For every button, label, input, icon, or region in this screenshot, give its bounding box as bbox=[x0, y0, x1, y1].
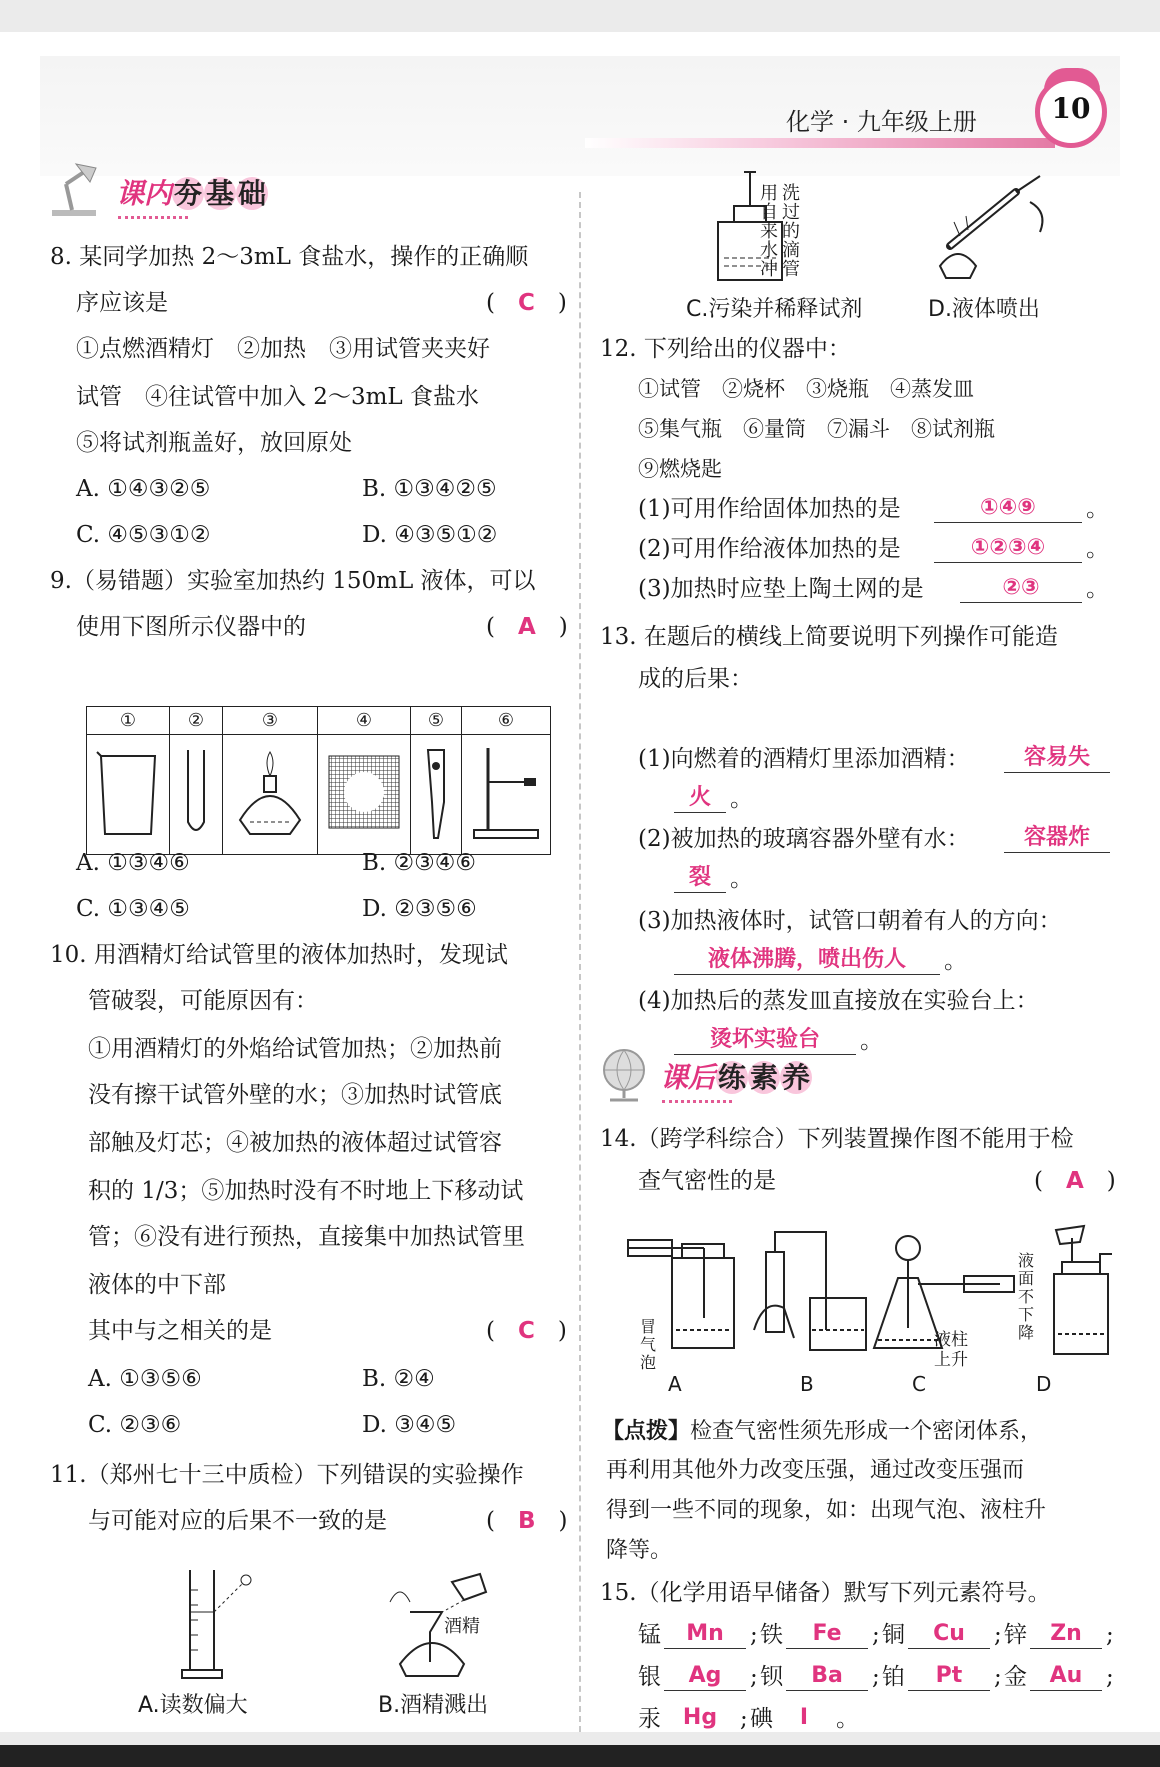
element-hg-name: 汞 bbox=[638, 1706, 661, 1732]
q14-tip-line-1: 【点拨】检查气密性须先形成一个密闭体系， bbox=[602, 1418, 1043, 1444]
q13-blank-2b[interactable]: 裂 bbox=[674, 864, 726, 893]
sep: ; bbox=[750, 1664, 758, 1690]
q10-option-b: B. ②④ bbox=[362, 1366, 435, 1392]
element-au-blank[interactable]: Au bbox=[1030, 1662, 1102, 1691]
beaker-cell bbox=[87, 735, 170, 855]
q14-label-bubble: 冒气泡 bbox=[640, 1317, 657, 1372]
q13-period-4: 。 bbox=[860, 1028, 883, 1054]
q10-answer-box: ( C ) bbox=[486, 1318, 567, 1344]
q10-ask: 其中与之相关的是 bbox=[88, 1318, 272, 1344]
element-i-name: 碘 bbox=[750, 1706, 773, 1732]
element-cu-name: 铜 bbox=[882, 1622, 905, 1648]
q13-part-3: (3)加热液体时，试管口朝着有人的方向： bbox=[638, 908, 1062, 934]
q8-answer-box: ( C ) bbox=[486, 290, 567, 316]
sep: ; bbox=[750, 1622, 758, 1648]
q9-option-b: B. ②③④⑥ bbox=[362, 850, 477, 876]
element-ba-name: 钡 bbox=[760, 1664, 783, 1690]
q13-blank-2a[interactable]: 容器炸 bbox=[1004, 824, 1110, 853]
q10-reason-5: 管；⑥没有进行预热，直接集中加热试管里 bbox=[88, 1224, 525, 1250]
q10-reason-2: 没有擦干试管外壁的水；③加热时试管底 bbox=[88, 1082, 502, 1108]
sep: ; bbox=[994, 1664, 1002, 1690]
sep: ; bbox=[994, 1622, 1002, 1648]
q8-stem-1: 8. 某同学加热 2～3mL 食盐水，操作的正确顺 bbox=[50, 244, 529, 270]
q10-reason-1: ①用酒精灯的外焰给试管加热；②加热前 bbox=[88, 1036, 502, 1062]
q8-option-c: C. ④⑤③①② bbox=[76, 522, 211, 548]
apparatus-header-3: ③ bbox=[223, 707, 318, 735]
sep: ; bbox=[1106, 1664, 1114, 1690]
q13-period-1: 。 bbox=[730, 786, 753, 812]
wire-gauze-cell bbox=[318, 735, 411, 855]
q11-answer: B bbox=[517, 1508, 536, 1534]
test-tube-holder-icon bbox=[416, 742, 456, 842]
desk-lamp-icon bbox=[46, 160, 108, 220]
q11-caption-c: C.污染并稀释试剂 bbox=[686, 297, 863, 322]
q13-blank-3[interactable]: 液体沸腾，喷出伤人 bbox=[674, 946, 940, 975]
bottom-bar bbox=[0, 1745, 1160, 1767]
q13-blank-4[interactable]: 烫坏实验台 bbox=[674, 1026, 856, 1055]
apparatus-table bbox=[86, 706, 551, 855]
q14-stem-2: 查气密性的是 bbox=[638, 1168, 776, 1194]
q14-label-no-drop: 液面不下降 bbox=[1018, 1251, 1035, 1342]
q12-period-2: 。 bbox=[1086, 536, 1109, 562]
q14-stem-1: 14.（跨学科综合）下列装置操作图不能用于检 bbox=[600, 1126, 1074, 1152]
q10-stem-2: 管破裂，可能原因有： bbox=[88, 988, 318, 1014]
q12-blank-3[interactable]: ②③ bbox=[960, 574, 1082, 603]
airtightness-apparatus-figure bbox=[624, 1218, 1112, 1368]
test-tube-cell bbox=[170, 735, 223, 855]
q11-caption-b: B.酒精溅出 bbox=[378, 1693, 489, 1718]
q12-part-2: (2)可用作给液体加热的是 bbox=[638, 536, 901, 562]
element-hg-blank[interactable]: Hg bbox=[664, 1704, 736, 1732]
section-title-after-class: 课后练 素 养 bbox=[660, 1061, 811, 1094]
q9-stem-2: 使用下图所示仪器中的 bbox=[76, 614, 306, 640]
element-zn-name: 锌 bbox=[1004, 1622, 1027, 1648]
title-dots-2 bbox=[662, 1096, 732, 1103]
test-tube-icon bbox=[176, 742, 216, 842]
element-cu-blank[interactable]: Cu bbox=[908, 1620, 990, 1649]
q14-fig-b: B bbox=[800, 1372, 814, 1396]
test-tube-holder-cell bbox=[411, 735, 462, 855]
q8-option-d: D. ④③⑤①② bbox=[362, 522, 498, 548]
q9-answer-box: ( A ) bbox=[486, 614, 568, 640]
q12-list-1: ①试管 ②烧杯 ③烧瓶 ④蒸发皿 bbox=[638, 377, 974, 401]
sep: ; bbox=[872, 1622, 880, 1648]
q12-blank-1[interactable]: ①④⑨ bbox=[934, 494, 1082, 523]
q8-answer: C bbox=[517, 290, 535, 316]
element-ag-blank[interactable]: Ag bbox=[664, 1662, 746, 1691]
element-pt-blank[interactable]: Pt bbox=[908, 1662, 990, 1691]
q10-reason-6: 液体的中下部 bbox=[88, 1272, 226, 1298]
q8-option-a: A. ①④③②⑤ bbox=[76, 476, 211, 502]
page-number: 10 bbox=[1051, 92, 1091, 125]
element-ba-blank[interactable]: Ba bbox=[786, 1662, 868, 1691]
textbook-page bbox=[0, 32, 1160, 1732]
q13-part-2: (2)被加热的玻璃容器外壁有水： bbox=[638, 826, 970, 852]
alcohol-lamp-cell bbox=[223, 735, 318, 855]
apparatus-header-4: ④ bbox=[318, 707, 411, 735]
element-pt-name: 铂 bbox=[882, 1664, 905, 1690]
q11-stem-2: 与可能对应的后果不一致的是 bbox=[88, 1508, 387, 1534]
book-title: 化学 · 九年级上册 bbox=[786, 108, 977, 136]
heating-tube-icon bbox=[920, 162, 1060, 286]
q9-option-d: D. ②③⑤⑥ bbox=[362, 896, 477, 922]
q14-fig-a: A bbox=[668, 1372, 682, 1396]
header-rule bbox=[585, 138, 1055, 148]
q11-label-alcohol: 酒精 bbox=[444, 1616, 480, 1637]
q13-stem-2: 成的后果： bbox=[638, 666, 753, 692]
q10-option-c: C. ②③⑥ bbox=[88, 1412, 182, 1438]
q10-option-a: A. ①③⑤⑥ bbox=[88, 1366, 202, 1392]
apparatus-header-2: ② bbox=[170, 707, 223, 735]
q12-stem: 12. 下列给出的仪器中： bbox=[600, 336, 851, 362]
q13-period-3: 。 bbox=[944, 948, 967, 974]
q9-option-c: C. ①③④⑤ bbox=[76, 896, 190, 922]
element-fe-name: 铁 bbox=[760, 1622, 783, 1648]
q8-step-1: ①点燃酒精灯 ②加热 ③用试管夹夹好 bbox=[76, 336, 490, 362]
q10-reason-4: 积的 1/3；⑤加热时没有不时地上下移动试 bbox=[88, 1178, 524, 1204]
q13-blank-1b[interactable]: 火 bbox=[674, 784, 726, 813]
iron-stand-cell bbox=[462, 735, 551, 855]
graduated-cylinder-icon bbox=[176, 1560, 256, 1682]
title-dots bbox=[118, 212, 188, 219]
q12-period-3: 。 bbox=[1086, 576, 1109, 602]
q12-blank-2[interactable]: ①②③④ bbox=[934, 534, 1082, 563]
apparatus-header-1: ① bbox=[87, 707, 170, 735]
q8-step-3: ⑤将试剂瓶盖好，放回原处 bbox=[76, 430, 352, 456]
q14-tip-line-3: 得到一些不同的现象，如：出现气泡、液柱升 bbox=[606, 1498, 1047, 1523]
alcohol-lamp-icon bbox=[228, 742, 312, 842]
q12-list-3: ⑨燃烧匙 bbox=[638, 457, 722, 481]
element-mn-blank[interactable]: Mn bbox=[664, 1620, 746, 1649]
q10-reason-3: 部触及灯芯；④被加热的液体超过试管容 bbox=[88, 1130, 502, 1156]
q8-option-b: B. ①③④②⑤ bbox=[362, 476, 497, 502]
q10-option-d: D. ③④⑤ bbox=[362, 1412, 457, 1438]
q14-answer-box: ( A ) bbox=[1034, 1168, 1116, 1194]
q14-tip-line-4: 降等。 bbox=[606, 1538, 673, 1563]
sep: ; bbox=[1106, 1622, 1114, 1648]
q10-answer: C bbox=[517, 1318, 535, 1344]
q12-period-1: 。 bbox=[1086, 496, 1109, 522]
section-title-in-class: 课内夯 基 础 bbox=[116, 177, 267, 210]
apparatus-header-6: ⑥ bbox=[462, 707, 551, 735]
q11-caption-d: D.液体喷出 bbox=[928, 297, 1040, 322]
q9-answer: A bbox=[517, 614, 536, 640]
q11-stem-1: 11.（郑州七十三中质检）下列错误的实验操作 bbox=[50, 1462, 524, 1488]
element-fe-blank[interactable]: Fe bbox=[786, 1620, 868, 1649]
q12-part-3: (3)加热时应垫上陶土网的是 bbox=[638, 576, 924, 602]
q9-stem-1: 9.（易错题）实验室加热约 150mL 液体，可以 bbox=[50, 568, 536, 594]
q14-fig-d: D bbox=[1036, 1372, 1052, 1396]
q13-stem-1: 13. 在题后的横线上简要说明下列操作可能造 bbox=[600, 624, 1058, 650]
element-ag-name: 银 bbox=[638, 1664, 661, 1690]
q13-part-4: (4)加热后的蒸发皿直接放在实验台上： bbox=[638, 988, 1039, 1014]
q9-option-a: A. ①③④⑥ bbox=[76, 850, 190, 876]
q13-part-1: (1)向燃着的酒精灯里添加酒精： bbox=[638, 746, 970, 772]
beaker-icon bbox=[93, 742, 163, 842]
globe-icon bbox=[596, 1044, 656, 1106]
q12-list-2: ⑤集气瓶 ⑥量筒 ⑦漏斗 ⑧试剂瓶 bbox=[638, 417, 995, 441]
element-au-name: 金 bbox=[1004, 1664, 1027, 1690]
q13-period-2: 。 bbox=[730, 866, 753, 892]
q12-part-1: (1)可用作给固体加热的是 bbox=[638, 496, 901, 522]
q11-answer-box: ( B ) bbox=[486, 1508, 568, 1534]
element-zn-blank[interactable]: Zn bbox=[1030, 1620, 1102, 1649]
column-divider bbox=[579, 192, 581, 1732]
top-margin bbox=[0, 0, 1160, 32]
q11-label-c-left: 用自来水冲 bbox=[760, 183, 778, 280]
iron-stand-icon bbox=[466, 742, 546, 842]
q8-step-2: 试管 ④往试管中加入 2～3mL 食盐水 bbox=[76, 384, 479, 410]
q8-stem-2: 序应该是 bbox=[76, 290, 168, 316]
q15-stem: 15.（化学用语早储备）默写下列元素符号。 bbox=[600, 1580, 1051, 1606]
sep: ; bbox=[872, 1664, 880, 1690]
q11-caption-a: A.读数偏大 bbox=[138, 1693, 248, 1718]
wire-gauze-icon bbox=[323, 742, 405, 842]
apparatus-header-5: ⑤ bbox=[411, 707, 462, 735]
q14-answer: A bbox=[1065, 1168, 1084, 1194]
q15-period: 。 bbox=[836, 1706, 859, 1732]
q14-fig-c: C bbox=[912, 1372, 926, 1396]
element-i-blank[interactable]: I bbox=[776, 1704, 832, 1732]
element-mn-name: 锰 bbox=[638, 1622, 661, 1648]
q11-label-c-right: 洗过的滴管 bbox=[782, 183, 800, 280]
q14-label-rise: 液柱 上升 bbox=[934, 1330, 968, 1370]
sep: ; bbox=[740, 1706, 748, 1732]
q14-tip-line-2: 再利用其他外力改变压强，通过改变压强而 bbox=[606, 1458, 1025, 1483]
q13-blank-1a[interactable]: 容易失 bbox=[1004, 744, 1110, 773]
q10-stem-1: 10. 用酒精灯给试管里的液体加热时，发现试 bbox=[50, 942, 508, 968]
